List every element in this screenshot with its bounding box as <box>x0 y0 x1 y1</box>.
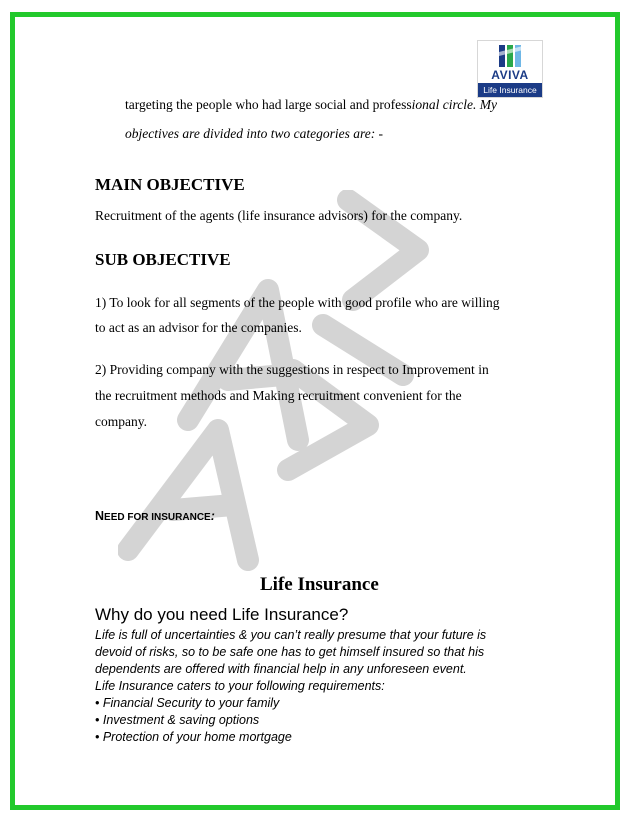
life-insurance-bullet: • Investment & saving options <box>95 713 260 727</box>
life-insurance-bullet: • Financial Security to your family <box>95 696 280 710</box>
life-insurance-line: devoid of risks, so to be safe one has to get himself insured so that his <box>95 645 485 659</box>
sub-objective-heading: SUB OBJECTIVE <box>95 250 231 269</box>
sub-objective-item-2-line-2: the recruitment methods and Making recruitment convenient for the <box>95 388 462 403</box>
logo-subtitle: Life Insurance <box>478 83 542 97</box>
life-insurance-title: Life Insurance <box>260 574 379 595</box>
aviva-logo <box>477 40 543 98</box>
sub-objective-item-2-line-1: 2) Providing company with the suggestions in respect to Improvement in <box>95 362 489 377</box>
logo-name: AVIVA <box>491 68 529 82</box>
aviva-logo-mark-icon <box>495 45 527 67</box>
main-objective-text: Recruitment of the agents (life insurance advisors) for the company. <box>95 208 463 223</box>
life-insurance-question: Why do you need Life Insurance? <box>95 605 349 624</box>
intro-line-1: targeting the people who had large social and professional circle. My <box>125 97 498 112</box>
life-insurance-bullet: • Protection of your home mortgage <box>95 730 292 744</box>
main-objective-heading: MAIN OBJECTIVE <box>95 175 245 194</box>
sub-objective-item-1-line-2: to act as an advisor for the companies. <box>95 320 302 335</box>
intro-line-2: objectives are divided into two categories are: - <box>125 126 384 141</box>
life-insurance-line: Life is full of uncertainties & you can’t really presume that your future is <box>95 628 487 642</box>
life-insurance-line: Life Insurance caters to your following requirements: <box>95 679 385 693</box>
sub-objective-item-2-line-3: company. <box>95 414 147 429</box>
need-for-insurance-heading: NEED FOR INSURANCE: <box>95 509 215 523</box>
life-insurance-line: dependents are offered with financial help in any unforeseen event. <box>95 662 467 676</box>
sub-objective-item-1-line-1: 1) To look for all segments of the people with good profile who are willing <box>95 295 500 310</box>
